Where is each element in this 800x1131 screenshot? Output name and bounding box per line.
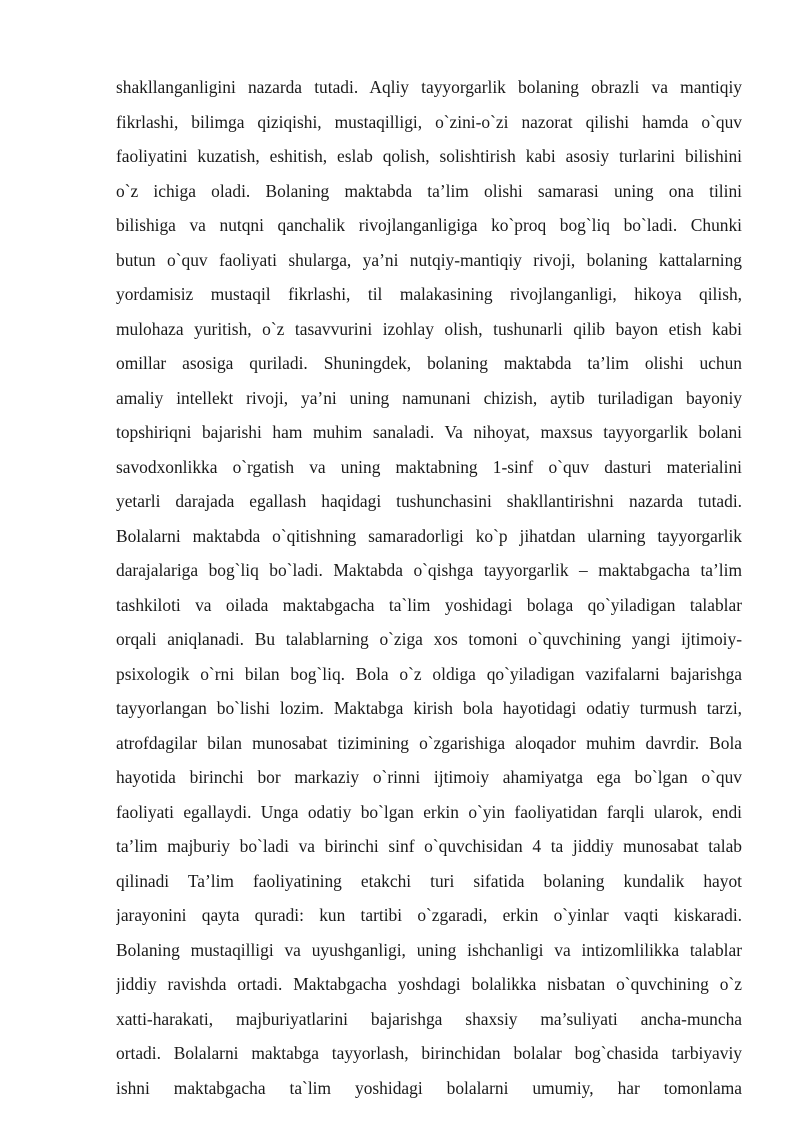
document-page [116,70,742,1105]
text-line: darajalariga bog`liq bo`ladi. Maktabda o`qishga tayyorgarlik – maktabgacha ta’lim [116,560,742,580]
text-line: jiddiy ravishda ortadi. Maktabgacha yoshdagi bolalikka nisbatan o`quvchining o`z [116,974,742,994]
text-line: atrofdagilar bilan munosabat tizimining o`zgarishiga aloqador muhim davrdir. Bola [116,732,742,753]
text-line: ta’lim majburiy bo`ladi va birinchi sinf o`quvchisidan 4 ta jiddiy munosabat talab [116,836,742,856]
text-line: xatti-harakati, majburiyatlarini bajarishga shaxsiy ma’suliyati ancha-muncha [116,1008,742,1029]
text-line: jarayonini qayta quradi: kun tartibi o`zgaradi, erkin o`yinlar vaqti kiskaradi. [116,905,742,925]
text-line: yordamisiz mustaqil fikrlashi, til malakasining rivojlanganligi, hikoya qilish, [116,284,742,304]
text-line: savodxonlikka o`rgatish va uning maktabning 1-sinf o`quv dasturi materialini [116,456,742,477]
text-line: psixologik o`rni bilan bog`liq. Bola o`z oldiga qo`yiladigan vazifalarni bajarishga [116,663,742,684]
text-line: topshiriqni bajarishi ham muhim sanaladi. Va nihoyat, maxsus tayyorgarlik bolani [116,422,742,442]
text-line: Bolaning mustaqilligi va uyushganligi, uning ishchanligi va intizomlilikka talablar [116,939,742,960]
text-line: yetarli darajada egallash haqidagi tushunchasini shakllantirishni nazarda tutadi. [116,491,742,511]
text-line: amaliy intellekt rivoji, ya’ni uning namunani chizish, aytib turiladigan bayoniy [116,387,742,408]
text-line: faoliyati egallaydi. Unga odatiy bo`lgan erkin o`yin faoliyatidan farqli ularok, endi [116,801,742,822]
text-line: omillar asosiga quriladi. Shuningdek, bolaning maktabda ta’lim olishi uchun [116,353,742,373]
text-line: tayyorlangan bo`lishi lozim. Maktabga kirish bola hayotidagi odatiy turmush tarzi, [116,698,742,718]
text-line: hayotida birinchi bor markaziy o`rinni ijtimoiy ahamiyatga ega bo`lgan o`quv [116,767,742,787]
text-line: ortadi. Bolalarni maktabga tayyorlash, birinchidan bolalar bog`chasida tarbiyaviy [116,1043,742,1063]
text-line: butun o`quv faoliyati shularga, ya’ni nutqiy-mantiqiy rivoji, bolaning kattalarning [116,249,742,270]
text-line: fikrlashi, bilimga qiziqishi, mustaqilligi, o`zini-o`zi nazorat qilishi hamda o`quv [116,111,742,132]
text-line: o`z ichiga oladi. Bolaning maktabda ta’lim olishi samarasi uning ona tilini [116,180,742,201]
text-line: faoliyatini kuzatish, eshitish, eslab qolish, solishtirish kabi asosiy turlarini bilishini [116,146,742,166]
text-line: qilinadi Ta’lim faoliyatining etakchi turi sifatida bolaning kundalik hayot [116,870,742,891]
text-line: bilishiga va nutqni qanchalik rivojlanganligiga ko`proq bog`liq bo`ladi. Chunki [116,215,742,235]
text-line: orqali aniqlanadi. Bu talablarning o`ziga xos tomoni o`quvchining yangi ijtimoiy- [116,629,742,649]
text-line: shakllanganligini nazarda tutadi. Aqliy tayyorgarlik bolaning obrazli va mantiqiy [116,77,742,97]
text-line: Bolalarni maktabda o`qitishning samaradorligi ko`p jihatdan ularning tayyorgarlik [116,525,742,546]
text-line: tashkiloti va oilada maktabgacha ta`lim yoshidagi bolaga qo`yiladigan talablar [116,594,742,615]
text-line: mulohaza yuritish, o`z tasavvurini izohlay olish, tushunarli qilib bayon etish kabi [116,318,742,339]
text-line: ishni maktabgacha ta`lim yoshidagi bolalarni umumiy, har tomonlama [116,1077,742,1098]
